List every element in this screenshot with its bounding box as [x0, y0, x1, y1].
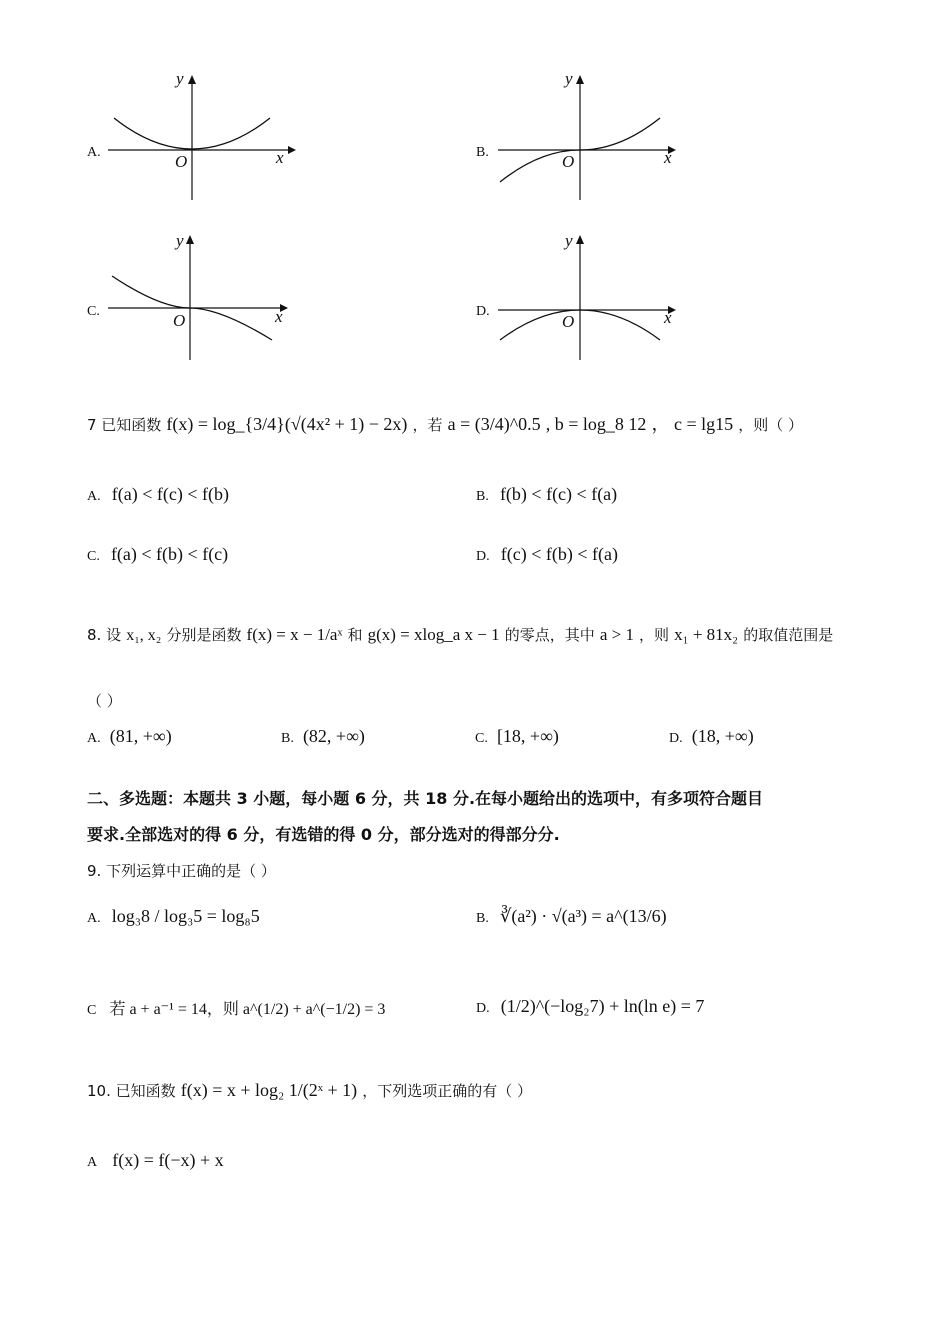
q10-option-a [87, 1150, 224, 1171]
q9-option-c [87, 996, 385, 1019]
q8-target: x₁ + 81x₂ [674, 625, 739, 644]
graph-b-y-label: y [565, 70, 573, 88]
q7-option-a [87, 484, 229, 505]
q8-cond: a > 1 [599, 625, 634, 644]
q7-c-expr: ， c = lg15 [651, 414, 734, 434]
q7-option-b-label: B. [476, 489, 489, 504]
q8-option-b-label: B. [281, 731, 294, 746]
q8-vars: x₁, x₂ [126, 627, 162, 644]
q7-option-c [87, 544, 228, 565]
q9-option-d-label: D. [476, 1001, 490, 1016]
q7-conditions-prefix: ，若 [412, 416, 443, 434]
graph-a-x-label: x [276, 148, 284, 167]
graph-b [490, 70, 690, 210]
graph-c-y-axis [186, 235, 194, 360]
graph-c [100, 230, 300, 370]
graph-option-c-label: C. [87, 304, 100, 319]
q8-mid2: 和 [347, 626, 363, 644]
graph-d-origin: O [562, 312, 575, 331]
q7-option-d [476, 544, 618, 565]
q8-stem-prefix: 8. 设 [87, 626, 122, 644]
q9-option-d-expr: (1/2)^(−log₂7) + ln(ln e) = 7 [500, 996, 705, 1016]
q9-option-b-label: B. [476, 911, 489, 926]
graph-c-y-label: y [176, 231, 184, 250]
graph-c-x-label: x [275, 307, 283, 326]
graph-option-d-label: D. [476, 304, 490, 319]
q7-b-expr: , b = log_8 12 [545, 414, 647, 434]
q8-option-d-expr: (18, +∞) [691, 726, 754, 746]
q8-option-c [475, 726, 559, 747]
graph-d-y-axis [576, 235, 584, 360]
q8-paren: （ ） [87, 692, 122, 710]
q8-mid1: 分别是函数 [166, 626, 242, 644]
q10-stem-prefix: 10. 已知函数 [87, 1082, 176, 1100]
graph-a-y-label: y [176, 70, 184, 88]
q7-stem-suffix: ，则（ ） [738, 416, 804, 434]
q9-option-a-label: A. [87, 911, 101, 926]
graph-c-origin: O [173, 311, 186, 330]
graph-b-x-label: x [664, 148, 672, 167]
q7-option-b-expr: f(b) < f(c) < f(a) [499, 484, 618, 504]
q7-stem-prefix: 7 已知函数 [87, 416, 162, 434]
q8-g-expr: g(x) = xlog_a x − 1 [367, 625, 500, 644]
q9-option-c-label: C [87, 1003, 97, 1018]
graph-b-y-axis [576, 75, 584, 200]
q7-option-d-expr: f(c) < f(b) < f(a) [500, 544, 618, 564]
graph-a-x-axis [108, 146, 296, 154]
graph-a-origin: O [175, 152, 188, 171]
q7-option-c-label: C. [87, 549, 100, 564]
q9-option-b-expr: ∛(a²) · √(a³) = a^(13/6) [499, 906, 667, 926]
graph-option-a-label: A. [87, 145, 101, 160]
graph-d-y-label: y [565, 231, 573, 250]
q10-f-expr: f(x) = x + log₂ 1/(2ˣ + 1) [180, 1080, 358, 1100]
graph-a-y-axis [188, 75, 196, 200]
q9-option-a-expr: log₃8 / log₃5 = log₈5 [111, 906, 260, 926]
q9-option-c-expr: 若 a + a⁻¹ = 14，则 a^(1/2) + a^(−1/2) = 3 [109, 1001, 386, 1018]
q8-option-b [281, 726, 365, 747]
section-2-header-line-1: 二、多选题：本题共 3 小题，每小题 6 分，共 18 分.在每小题给出的选项中，有多项符合题目 [87, 789, 764, 808]
q10-stem-suffix: ，下列选项正确的有（ ） [362, 1082, 532, 1100]
graph-option-b-label: B. [476, 145, 489, 160]
q8-mid4: ，则 [639, 626, 670, 644]
q7-function-expr: f(x) = log_{3/4}(√(4x² + 1) − 2x) [166, 414, 408, 434]
question-10 [87, 1080, 532, 1101]
q8-option-d-label: D. [669, 731, 683, 746]
q7-option-c-expr: f(a) < f(b) < f(c) [110, 544, 229, 564]
q8-option-b-expr: (82, +∞) [302, 726, 365, 746]
graph-d [490, 230, 690, 370]
q8-option-a-label: A. [87, 731, 101, 746]
q7-option-a-label: A. [87, 489, 101, 504]
q8-suffix: 的取值范围是 [743, 626, 834, 644]
q8-option-c-label: C. [475, 731, 488, 746]
q7-a-expr: a = (3/4)^0.5 [447, 414, 541, 434]
section-2-header-line-2: 要求.全部选对的得 6 分，有选错的得 0 分，部分选对的得部分分. [87, 825, 560, 844]
q9-option-a [87, 906, 260, 927]
q9-option-d [476, 996, 704, 1017]
q8-option-c-expr: [18, +∞) [496, 726, 559, 746]
q7-option-d-label: D. [476, 549, 490, 564]
graph-d-x-label: x [664, 308, 672, 327]
q9-stem: 9. 下列运算中正确的是（ ） [87, 862, 276, 880]
q7-option-b [476, 484, 617, 505]
question-8 [87, 624, 833, 645]
q7-option-a-expr: f(a) < f(c) < f(b) [111, 484, 229, 504]
q8-mid3: 的零点，其中 [504, 626, 595, 644]
q10-option-a-expr: f(x) = f(−x) + x [112, 1150, 224, 1170]
q8-option-a-expr: (81, +∞) [109, 726, 172, 746]
q8-option-a [87, 726, 172, 747]
q10-option-a-label: A [87, 1155, 98, 1170]
graph-b-origin: O [562, 152, 575, 171]
q8-f-expr: f(x) = x − 1/aˣ [246, 625, 343, 644]
question-7 [87, 410, 803, 436]
q9-option-b [476, 906, 667, 927]
graph-a [100, 70, 300, 210]
q8-option-d [669, 726, 754, 747]
